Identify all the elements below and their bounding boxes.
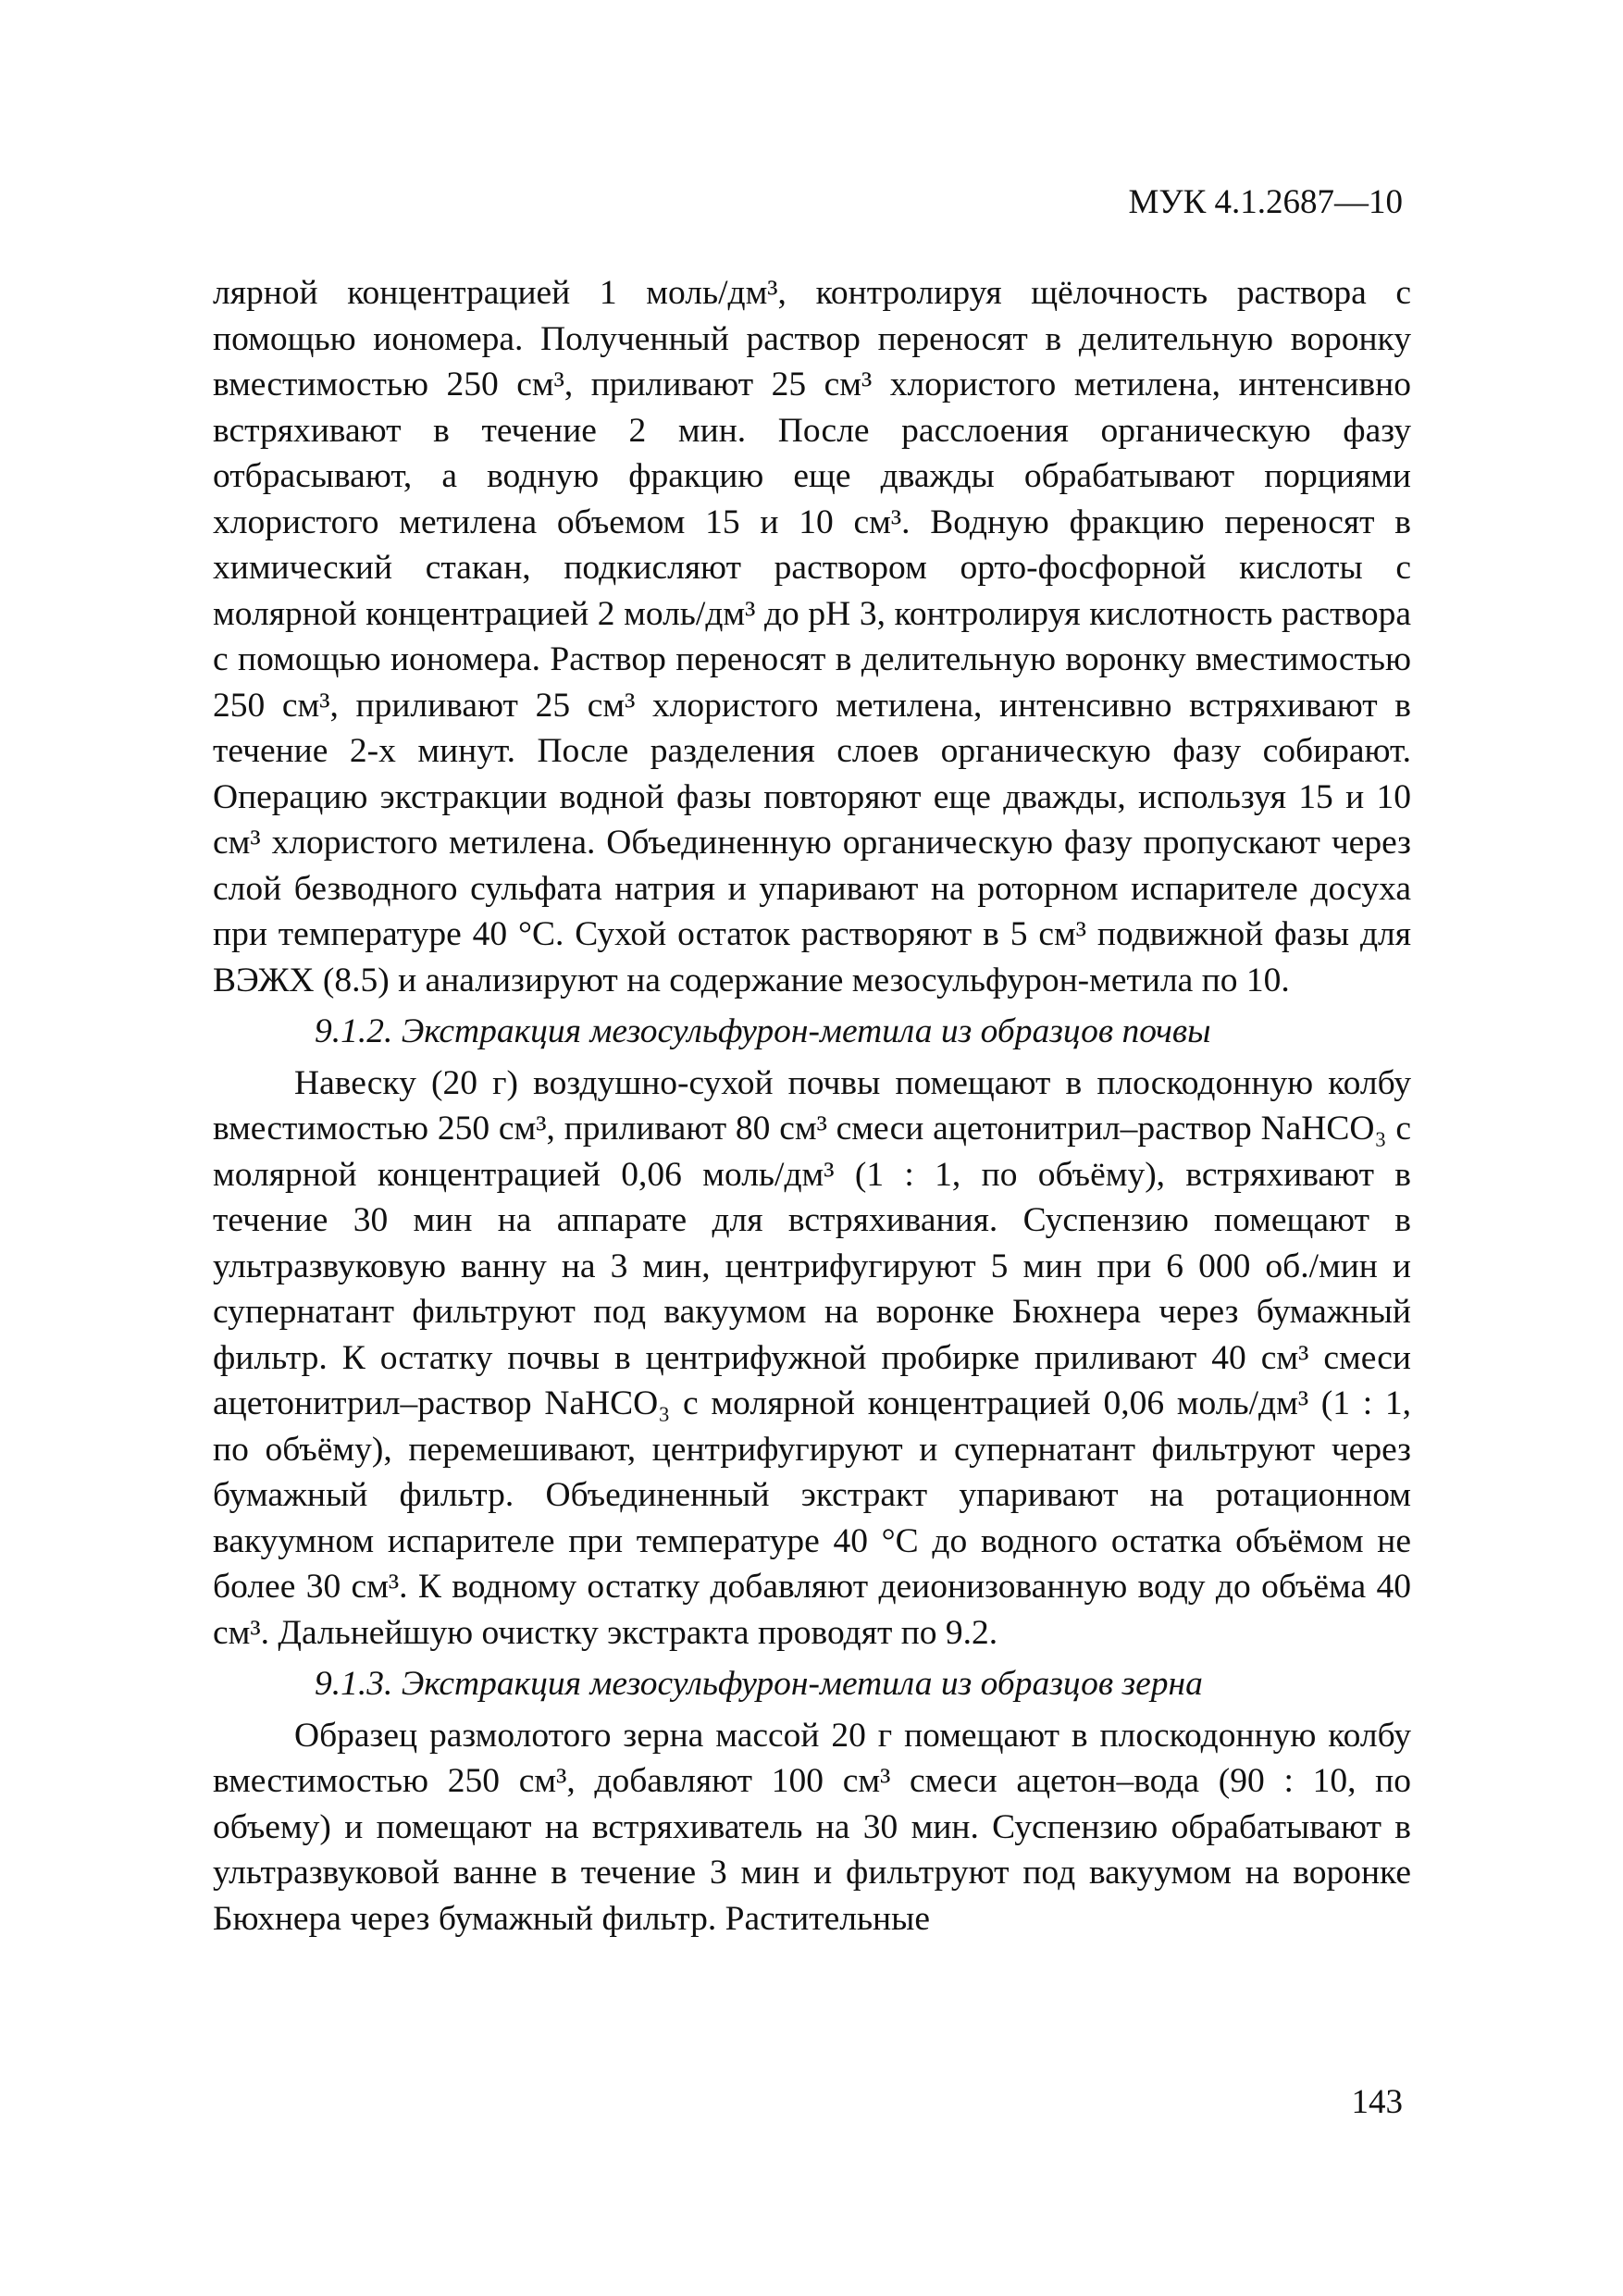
page-body — [213, 270, 1411, 1942]
document-code-header: МУК 4.1.2687—10 — [1128, 183, 1403, 221]
paragraph-continuation: лярной концентрацией 1 моль/дм³, контролируя щёлочность раствора с помощью иономера. Полученный раствор переносят в делительную воронку вместимостью 250 см³, приливают 25 см³ хлористого метилена, интенсивно встряхивают в течение 2 мин. После расслоения органическую фазу отбрасывают, а водную фракцию еще дважды обрабатывают порциями хлористого метилена объемом 15 и 10 см³. Водную фракцию переносят в химический стакан, подкисляют раствором орто-фосфорной кислоты с молярной концентрацией 2 моль/дм³ до pH 3, контролируя кислотность раствора с помощью иономера. Раствор переносят в делительную воронку вместимостью 250 см³, приливают 25 см³ хлористого метилена, интенсивно встряхивают в течение 2-х минут. После разделения слоев органическую фазу собирают. Операцию экстракции водной фазы повторяют еще дважды, используя 15 и 10 см³ хлористого метилена. Объединенную органическую фазу пропускают через слой безводного сульфата натрия и упаривают на роторном испарителе досуха при температуре 40 °С. Сухой остаток растворяют в 5 см³ подвижной фазы для ВЭЖХ (8.5) и анализируют на содержание мезосульфурон-метила по 10. — [213, 274, 1411, 999]
paragraph-soil-extraction: Навеску (20 г) воздушно-сухой почвы помещают в плоскодонную колбу вместимостью 250 см³, приливают 80 см³ смеси ацетонитрил–раствор NaHCO₃ с молярной концентрацией 0,06 моль/дм³ (1 : 1, по объёму), встряхивают в течение 30 мин на аппарате для встряхивания. Суспензию помещают в ультразвуковую ванну на 3 мин, центрифугируют 5 мин при 6 000 об./мин и супернатант фильтруют под вакуумом на воронке Бюхнера через бумажный фильтр. К остатку почвы в центрифужной пробирке приливают 40 см³ смеси ацетонитрил–раствор NaHCO₃ с молярной концентрацией 0,06 моль/дм³ (1 : 1, по объёму), перемешивают, центрифугируют и супернатант фильтруют через бумажный фильтр. Объединенный экстракт упаривают на ротационном вакуумном испарителе при температуре 40 °С до водного остатка объёмом не более 30 см³. К водному остатку добавляют деионизованную воду до объёма 40 см³. Дальнейшую очистку экстракта проводят по 9.2. — [213, 1063, 1411, 1652]
page-number: 143 — [1351, 2083, 1403, 2121]
section-heading-9-1-3: 9.1.3. Экстракция мезосульфурон-метила из образцов зерна — [315, 1665, 1203, 1703]
section-heading-9-1-2: 9.1.2. Экстракция мезосульфурон-метила из образцов почвы — [315, 1012, 1211, 1050]
paragraph-grain-extraction: Образец размолотого зерна массой 20 г помещают в плоскодонную колбу вместимостью 250 см³, добавляют 100 см³ смеси ацетон–вода (90 : 10, по объему) и помещают на встряхиватель на 30 мин. Суспензию обрабатывают в ультразвуковой ванне в течение 3 мин и фильтруют под вакуумом на воронке Бюхнера через бумажный фильтр. Растительные — [213, 1716, 1411, 1938]
